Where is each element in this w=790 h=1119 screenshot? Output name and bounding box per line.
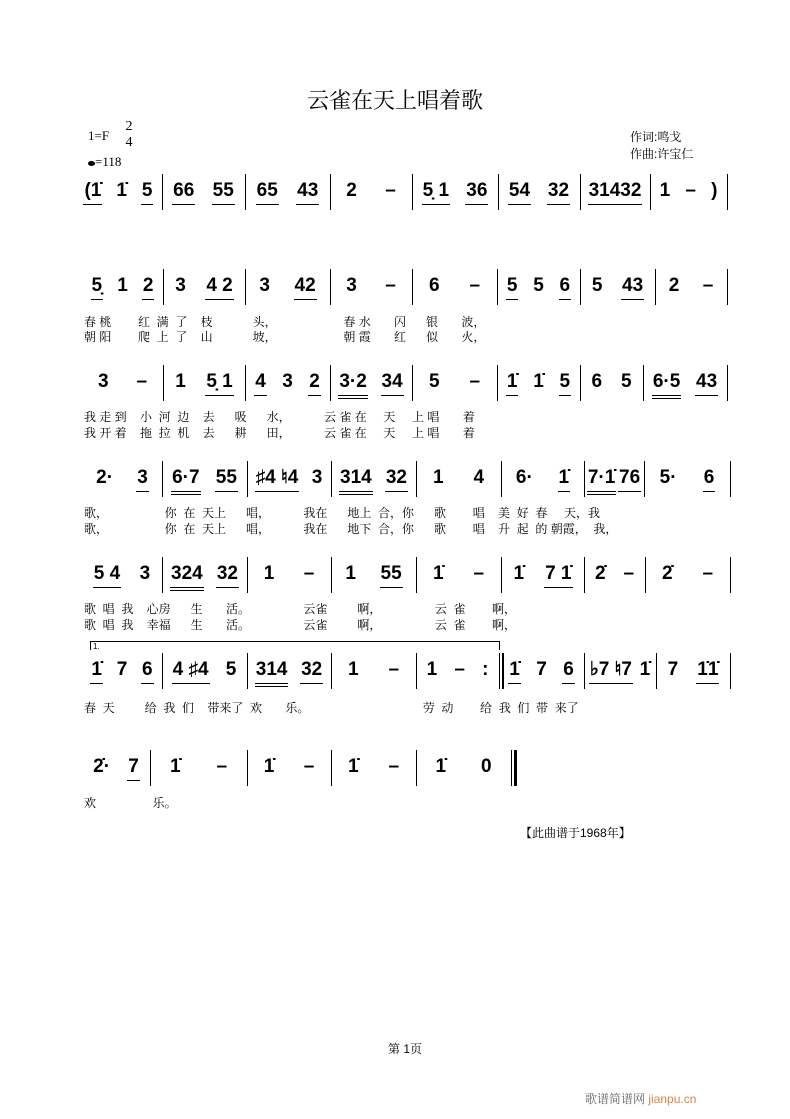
measure	[658, 659, 728, 684]
composition-note: 【此曲谱于1968年】	[520, 826, 631, 840]
note-group: 43	[621, 275, 644, 300]
note-group: –	[469, 275, 481, 296]
time-signature: 2 4	[125, 119, 133, 150]
barline	[412, 365, 413, 401]
lyric-line: 春 桃 红 满 了 枝 头， 春 水 闪 银 波，	[84, 315, 486, 329]
barline	[331, 750, 332, 786]
staff-row	[0, 275, 790, 315]
lyric-line: 春 天 给 我 们 带来了 欢 乐。 劳 动 给 我 们 带 来了	[84, 701, 579, 715]
note-group: –	[303, 563, 315, 584]
note-group: 42	[294, 275, 317, 300]
barline	[584, 653, 585, 689]
note-group: –	[136, 371, 148, 392]
barline	[580, 365, 581, 401]
key-signature: 1=F	[88, 128, 110, 143]
measure	[646, 467, 728, 492]
note-group: 5	[141, 180, 154, 205]
barline	[730, 653, 731, 689]
barline	[645, 557, 646, 593]
note-group: (1̇	[83, 180, 102, 205]
measure	[586, 467, 642, 495]
note-group: 6·7	[171, 467, 200, 495]
note-group: 32	[216, 563, 239, 588]
measure	[84, 275, 161, 300]
barline	[330, 365, 331, 401]
note-group: 1̇	[432, 563, 444, 584]
note-group: 3	[97, 371, 109, 392]
note-group: 6	[559, 275, 572, 300]
measure	[582, 180, 648, 205]
barline	[162, 653, 163, 689]
barline	[584, 557, 585, 593]
measure	[657, 275, 725, 299]
barline	[245, 269, 246, 305]
measure	[501, 659, 582, 684]
barline	[416, 653, 417, 689]
note-group: 3	[139, 563, 151, 584]
note-group: 1	[659, 180, 671, 201]
note-group: 3	[346, 275, 357, 296]
note-group: 5·	[659, 467, 677, 488]
note-group: 1̇	[116, 180, 127, 201]
barline	[412, 269, 413, 305]
note-group: 3	[282, 371, 293, 392]
note-group: 3	[136, 467, 149, 492]
note-group: 314	[339, 467, 373, 495]
measure	[418, 563, 499, 587]
note-group: 5	[506, 275, 519, 300]
note-group: 324	[170, 563, 204, 591]
note-group: 1̇	[506, 371, 519, 396]
barline	[416, 557, 417, 593]
note-group: –	[454, 659, 465, 680]
barline	[162, 557, 163, 593]
note-group: 43	[695, 371, 718, 396]
staff-row	[0, 563, 790, 603]
lyric-line: 欢 乐。	[84, 796, 177, 810]
lyric-line: 我 走 到 小 河 边 去 吸 水， 云 雀 在 天 上 唱 着	[84, 410, 475, 424]
note-group: 55	[212, 180, 235, 205]
note-group: 6	[591, 371, 603, 392]
measure	[503, 563, 582, 588]
page-number: 第 1页	[388, 1042, 423, 1056]
measure	[586, 659, 654, 684]
note-group: 2	[308, 371, 321, 396]
note-group: 1̇	[533, 371, 544, 392]
note-group: 1̇	[513, 563, 525, 584]
note-group: 34	[381, 371, 404, 396]
note-group: 5 4	[93, 563, 121, 588]
measure	[645, 371, 725, 399]
measure	[164, 180, 243, 205]
measure	[249, 467, 329, 492]
barline	[644, 461, 645, 497]
note-group: 3	[175, 275, 186, 296]
note-group: 32	[385, 467, 408, 492]
note-group: –	[473, 563, 485, 584]
barline	[580, 269, 581, 305]
note-group: 2·	[96, 467, 114, 488]
measure	[333, 563, 414, 588]
barline	[247, 750, 248, 786]
note-group: 4 ♯4	[172, 659, 210, 684]
barline	[245, 365, 246, 401]
note-group: 2	[346, 180, 357, 201]
note-group: ♯4 ♮4	[255, 467, 300, 492]
note-group: 1̇	[558, 467, 571, 492]
barline	[501, 461, 502, 497]
note-group: ♭7 ♮7	[589, 659, 633, 684]
measure	[647, 563, 728, 587]
note-group: 5	[533, 275, 544, 296]
note-group: 5̣ 1	[205, 371, 233, 396]
staff-row	[0, 371, 790, 411]
note-group: 5	[225, 659, 237, 680]
measure	[164, 659, 245, 684]
note-group: –	[685, 180, 696, 201]
note-group: –	[702, 563, 714, 584]
note-group: 5	[591, 275, 603, 296]
barline	[162, 174, 163, 210]
note-group: 32	[300, 659, 323, 684]
barline	[331, 653, 332, 689]
lyric-line: 朝 阳 爬 上 了 山 坡， 朝 霞 红 似 火，	[84, 330, 486, 344]
note-group: 1̇	[435, 756, 447, 777]
note-group: –	[623, 563, 635, 584]
note-group: 3	[259, 275, 270, 296]
measure	[333, 467, 414, 495]
note-group: 5	[559, 371, 572, 396]
measure	[247, 371, 328, 396]
measure	[247, 275, 328, 300]
measure	[418, 659, 497, 683]
lyric-line: 歌 唱 我 心房 生 活。 云雀 啊， 云 雀 啊，	[84, 602, 517, 616]
note-group: 2̇	[661, 563, 673, 584]
note-group: 1	[426, 659, 438, 680]
measure	[249, 563, 329, 587]
note-group: 7	[116, 659, 128, 680]
note-group: 54	[508, 180, 531, 205]
barline	[498, 174, 499, 210]
note-group: 6·5	[652, 371, 681, 399]
watermark: 歌谱简谱网 jianpu.cn	[585, 1092, 697, 1106]
lyric-line: 歌 唱 我 幸福 生 活。 云雀 啊， 云 雀 啊，	[84, 618, 517, 632]
lyric-line: 我 开 着 拖 拉 机 去 耕 田， 云 雀 在 天 上 唱 着	[84, 426, 475, 440]
note-group: 6	[703, 467, 716, 492]
note-group: 1	[175, 371, 186, 392]
note-group: 4	[254, 371, 267, 396]
note-group: –	[388, 659, 400, 680]
barline	[331, 557, 332, 593]
barline	[727, 174, 728, 210]
barline	[497, 269, 498, 305]
note-group: 4 2	[205, 275, 233, 300]
barline	[656, 653, 657, 689]
note-group: 7	[667, 659, 679, 680]
note-group: 76	[618, 467, 641, 492]
measure	[582, 275, 653, 300]
measure	[249, 659, 329, 687]
note-group: 43	[296, 180, 319, 205]
note-group: 1̇	[90, 659, 103, 684]
measure	[165, 275, 243, 300]
note-group: 1̇1̇	[696, 659, 719, 684]
measure	[84, 467, 160, 492]
note-group: 66	[172, 180, 195, 205]
barline	[727, 365, 728, 401]
note-group: –	[702, 275, 714, 296]
measure	[84, 659, 160, 684]
barline	[150, 750, 151, 786]
note-group: 7	[536, 659, 547, 680]
measure	[503, 467, 582, 492]
note-group: 3·2	[338, 371, 367, 399]
measure	[247, 180, 328, 205]
barline	[497, 365, 498, 401]
measure	[332, 275, 410, 299]
note-group: 6	[141, 659, 154, 684]
measure	[84, 371, 161, 395]
note-group: 2̇	[594, 563, 606, 584]
barline	[416, 750, 417, 786]
song-title: 云雀在天上唱着歌	[306, 88, 483, 113]
barline	[580, 174, 581, 210]
lyric-line: 歌， 你 在 天上 唱， 我在 地下 合，你 歌 唱 升 起 的 朝霞， 我，	[84, 522, 618, 536]
measure	[500, 180, 578, 205]
note-group: 7·1̇	[587, 467, 616, 495]
note-group: 1̇	[639, 659, 651, 680]
note-group: 55	[380, 563, 403, 588]
barline	[163, 269, 164, 305]
note-group: 2̇·	[93, 756, 111, 777]
barline	[247, 557, 248, 593]
measure	[152, 756, 245, 780]
note-group: 65	[256, 180, 279, 205]
measure	[84, 756, 148, 781]
composer: 作曲:许宝仁	[630, 147, 694, 161]
note-group: 31432	[588, 180, 643, 205]
note-group: 0	[480, 756, 492, 777]
measure	[332, 371, 410, 399]
note-group: –	[216, 756, 228, 777]
note-group: 5	[620, 371, 632, 392]
measure	[414, 275, 495, 299]
quarter-note-icon	[88, 161, 95, 166]
note-group: 6·	[515, 467, 533, 488]
measure	[84, 563, 160, 588]
note-group: 1̇	[347, 756, 359, 777]
barline	[730, 461, 731, 497]
barline	[727, 269, 728, 305]
staff-row	[0, 180, 790, 220]
note-group: 1	[432, 467, 444, 488]
note-group: 32	[547, 180, 570, 205]
barline	[412, 174, 413, 210]
note-group: 1̇	[263, 756, 275, 777]
note-group: 1	[347, 659, 359, 680]
measure	[249, 756, 329, 780]
note-group: 6	[562, 659, 575, 684]
barline	[655, 269, 656, 305]
note-group: 4	[473, 467, 485, 488]
barline	[330, 174, 331, 210]
note-group: 36	[465, 180, 488, 205]
measure	[418, 756, 509, 780]
measure	[582, 371, 641, 395]
measure	[333, 756, 414, 780]
tempo-marking: =118	[88, 154, 121, 170]
barline	[331, 461, 332, 497]
first-ending-bracket: 1.	[90, 641, 500, 650]
barline	[247, 461, 248, 497]
note-group: 7 1̇	[544, 563, 572, 588]
barline	[162, 461, 163, 497]
note-group: )	[711, 180, 718, 201]
measure	[332, 180, 410, 204]
note-group: 1̇	[508, 659, 521, 684]
note-group: 1	[345, 563, 356, 584]
note-group: 1	[263, 563, 275, 584]
barline	[247, 653, 248, 689]
note-group: 5̣	[91, 275, 104, 300]
barline	[330, 269, 331, 305]
barline	[730, 557, 731, 593]
barline	[584, 461, 585, 497]
measure	[586, 563, 643, 587]
note-group: 3	[311, 467, 323, 488]
measure	[333, 659, 414, 683]
note-group: 1	[117, 275, 128, 296]
measure	[499, 371, 578, 396]
barline	[643, 365, 644, 401]
staff-row	[0, 467, 790, 507]
note-group: –	[388, 756, 400, 777]
note-group: 1̇	[169, 756, 181, 777]
note-group: 314	[255, 659, 289, 687]
measure	[164, 467, 245, 495]
note-group: 5̣ 1	[422, 180, 450, 205]
measure	[414, 371, 495, 395]
lyric-line: 歌， 你 在 天上 唱， 我在 地上 合，你 歌 唱 美 好 春 天，我	[84, 506, 601, 520]
measure	[77, 180, 160, 205]
note-group: :	[482, 659, 489, 680]
note-group: 5	[428, 371, 440, 392]
measure	[164, 563, 245, 591]
barline	[163, 365, 164, 401]
barline	[416, 461, 417, 497]
note-group: 2	[668, 275, 680, 296]
staff-row	[0, 756, 790, 796]
note-group: –	[469, 371, 481, 392]
measure	[652, 180, 725, 204]
barline	[650, 174, 651, 210]
measure	[165, 371, 243, 396]
note-group: 7	[127, 756, 140, 781]
staff-row	[0, 659, 790, 699]
note-group: 55	[215, 467, 238, 492]
barline	[501, 557, 502, 593]
note-group: –	[385, 180, 396, 201]
measure	[499, 275, 578, 300]
lyricist: 作词:鸣戈	[630, 130, 682, 144]
note-group: –	[385, 275, 396, 296]
final-barline	[511, 750, 516, 786]
note-group: 2	[142, 275, 155, 300]
measure	[418, 467, 499, 491]
note-group: –	[303, 756, 315, 777]
note-group: 6	[428, 275, 440, 296]
measure	[414, 180, 496, 205]
barline	[245, 174, 246, 210]
